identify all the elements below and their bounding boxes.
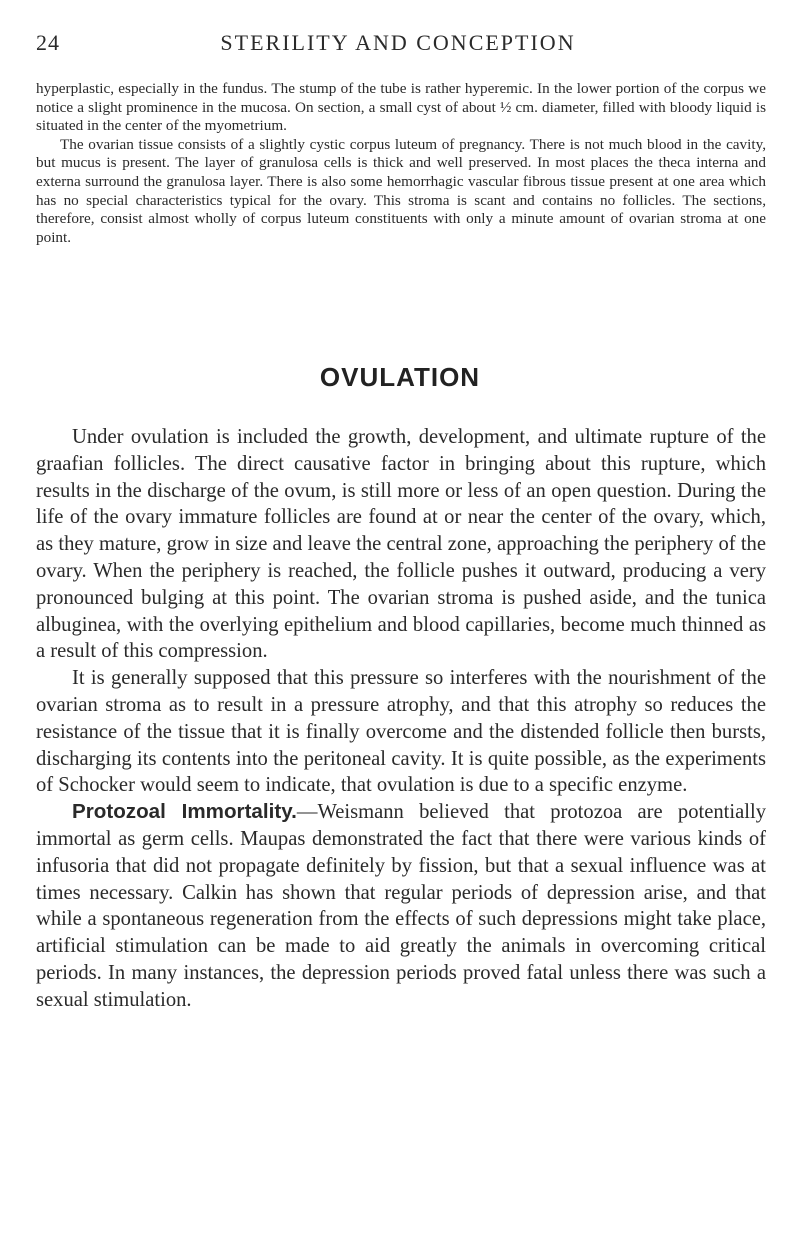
case-description-text [36,80,766,247]
paragraph-body: —Weismann believed that protozoa are potentially immortal as germ cells. Maupas demonstrated the fact that there were various kinds of infusoria that did not propagate definitely by fission, but that a sexual influence was at times necessary. Calkin has shown that regular periods of depression arise, and that while a spontaneous regeneration from the effects of such depressions might take place, artificial stimulation can be made to aid greatly the animals in overcoming critical periods. In many instances, the depression periods proved fatal unless there was such a sexual stimulation. [36,801,766,1011]
section-heading: OVULATION [319,362,481,392]
paragraph: It is generally supposed that this pressure so interferes with the nourishment of the ovarian stroma as to result in a pressure atrophy, and that this atrophy so reduces the resistance of the tissue that it is finally overcome and the distended follicle then bursts, discharging its contents into the peritoneal cavity. It is quite possible, as the experiments of Schocker would seem to indicate, that ovulation is due to a specific enzyme. [36,667,766,797]
paragraph-protozoal-immortality [36,799,766,1013]
paragraph: The ovarian tissue consists of a slightly cystic corpus luteum of pregnancy. There is not much blood in the cavity, but mucus is present. The layer of granulosa cells is thick and well preserved. In most places the theca interna and externa surround the granulosa layer. There is also some hemorrhagic vascular fibrous tissue present at one area which has no special characteristics typical for the ovary. This stroma is scant and contains no follicles. The sections, therefore, consist almost wholly of corpus luteum constituents with only a minute amount of ovarian stroma at one point. [36,135,766,246]
paragraph: Under ovulation is included the growth, development, and ultimate rupture of the graafian follicles. The direct causative factor in bringing about this rupture, which results in the discharge of the ovum, is still more or less of an open question. During the life of the ovary immature follicles are found at or near the center of the ovary, which, as they mature, grow in size and leave the central zone, approaching the periphery of the ovary. When the periphery is reached, the follicle pushes it outward, producing a very pronounced bulging at this point. The ovarian stroma is pushed aside, and the tunica albuginea, with the overlying epithelium and blood capillaries, become much thinned as a result of this compression. [36,426,766,663]
page-header [36,30,760,60]
paragraph: hyperplastic, especially in the fundus. The stump of the tube is rather hyperemic. In the lower portion of the corpus we notice a slight prominence in the mucosa. On section, a small cyst of about ½ cm. diameter, filled with bloody liquid is situated in the center of the myometrium. [36,80,766,135]
run-in-heading: Protozoal Immortality. [72,800,297,824]
running-title: STERILITY AND CONCEPTION [220,30,576,55]
page-number: 24 [36,30,60,55]
ovulation-body-text [36,424,766,1014]
